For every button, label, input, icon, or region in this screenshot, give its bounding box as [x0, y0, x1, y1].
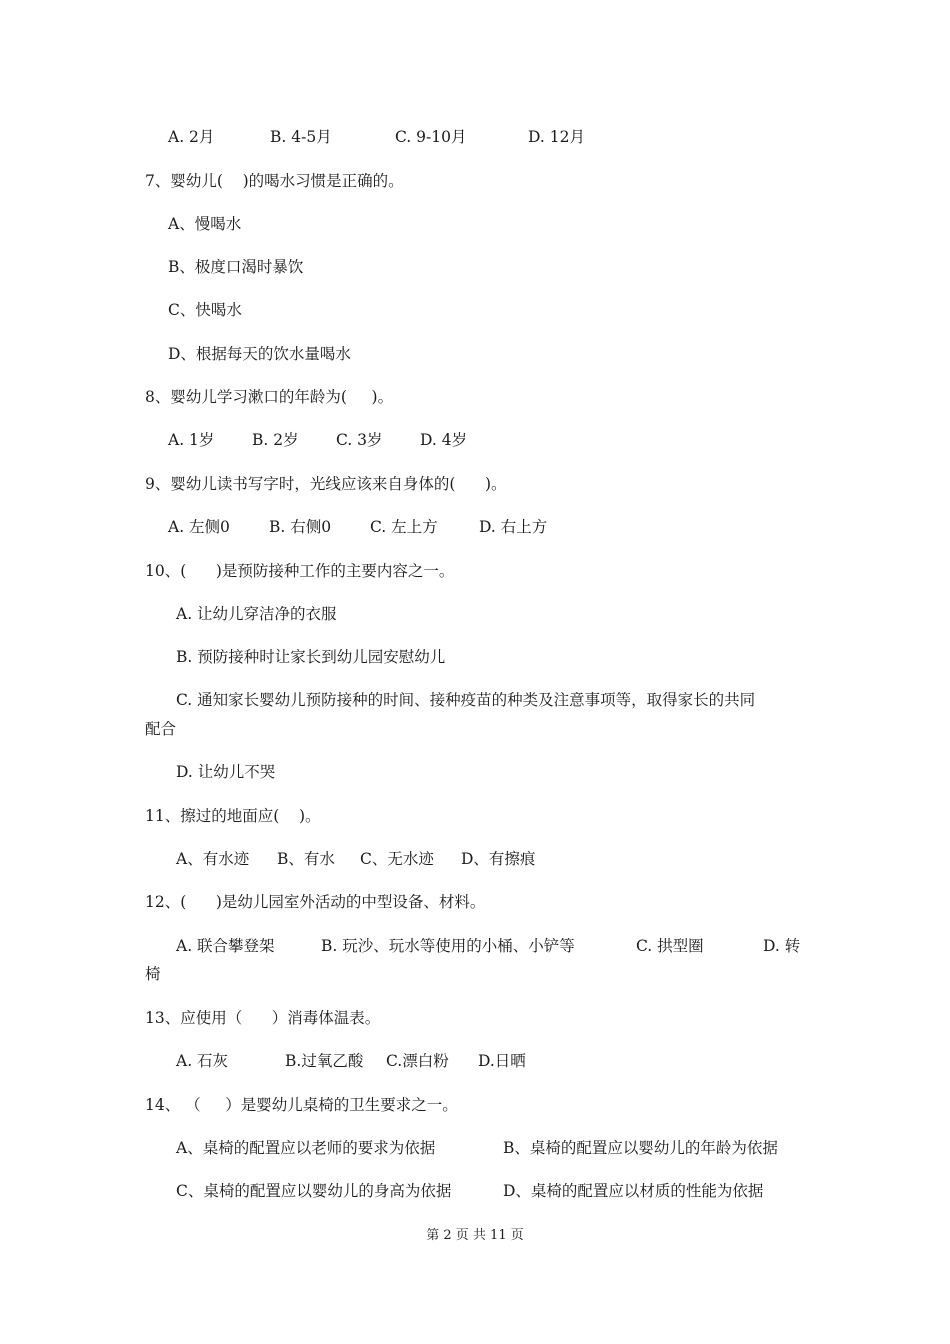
q8-option-b: B. 2岁	[252, 431, 299, 449]
q8-stem: 8、婴幼儿学习漱口的年龄为( )。	[145, 388, 394, 406]
q13-option-b: B.过氧乙酸	[285, 1052, 364, 1070]
q9-stem: 9、婴幼儿读书写字时，光线应该来自身体的( )。	[145, 475, 507, 493]
q12-option-d: D. 转	[763, 937, 801, 955]
q6-option-c: C. 9-10月	[395, 128, 467, 146]
q10-stem: 10、( )是预防接种工作的主要内容之一。	[145, 562, 455, 580]
q6-option-b: B. 4-5月	[270, 128, 332, 146]
q14-option-d: D、桌椅的配置应以材质的性能为依据	[503, 1182, 764, 1200]
q7-stem: 7、婴幼儿( )的喝水习惯是正确的。	[145, 172, 404, 190]
q10-option-c-line2: 配合	[145, 720, 177, 738]
q6-option-d: D. 12月	[528, 128, 585, 146]
q9-option-c: C. 左上方	[370, 518, 438, 536]
q9-option-a: A. 左侧0	[168, 518, 230, 536]
q13-option-c: C.漂白粉	[386, 1052, 449, 1070]
q14-option-a: A、桌椅的配置应以老师的要求为依据	[176, 1139, 436, 1157]
q7-option-c: C、快喝水	[168, 301, 242, 319]
q12-option-b: B. 玩沙、玩水等使用的小桶、小铲等	[321, 937, 575, 955]
q7-option-a: A、慢喝水	[168, 215, 242, 233]
q11-option-b: B、有水	[277, 850, 335, 868]
q9-option-d: D. 右上方	[479, 518, 548, 536]
q13-option-d: D.日晒	[478, 1052, 526, 1070]
q6-option-a: A. 2月	[168, 128, 215, 146]
q12-option-c: C. 拱型圈	[636, 937, 704, 955]
q7-option-b: B、极度口渴时暴饮	[168, 258, 304, 276]
q12-stem: 12、( )是幼儿园室外活动的中型设备、材料。	[145, 893, 486, 911]
q11-option-a: A、有水迹	[176, 850, 250, 868]
q14-option-c: C、桌椅的配置应以婴幼儿的身高为依据	[176, 1182, 452, 1200]
q8-option-d: D. 4岁	[420, 431, 468, 449]
q13-stem: 13、应使用（ ）消毒体温表。	[145, 1009, 381, 1027]
q10-option-d: D. 让幼儿不哭	[176, 763, 276, 781]
q10-option-a: A. 让幼儿穿洁净的衣服	[176, 605, 337, 623]
q7-option-d: D、根据每天的饮水量喝水	[168, 345, 351, 363]
q11-stem: 11、擦过的地面应( )。	[145, 807, 321, 825]
q8-option-a: A. 1岁	[168, 431, 215, 449]
page-footer: 第 2 页 共 11 页	[426, 1228, 524, 1243]
q11-option-d: D、有擦痕	[461, 850, 536, 868]
q9-option-b: B. 右侧0	[269, 518, 332, 536]
q10-option-b: B. 预防接种时让家长到幼儿园安慰幼儿	[176, 648, 446, 666]
q14-option-b: B、桌椅的配置应以婴幼儿的年龄为依据	[503, 1139, 778, 1157]
q8-option-c: C. 3岁	[336, 431, 383, 449]
q12-option-d-wrap: 椅	[145, 965, 161, 983]
q12-option-a: A. 联合攀登架	[176, 937, 275, 955]
q14-stem: 14、 （ ）是婴幼儿桌椅的卫生要求之一。	[145, 1096, 458, 1114]
q13-option-a: A. 石灰	[176, 1052, 229, 1070]
q10-option-c-line1: C. 通知家长婴幼儿预防接种的时间、接种疫苗的种类及注意事项等，取得家长的共同	[176, 691, 756, 709]
q11-option-c: C、无水迹	[360, 850, 434, 868]
